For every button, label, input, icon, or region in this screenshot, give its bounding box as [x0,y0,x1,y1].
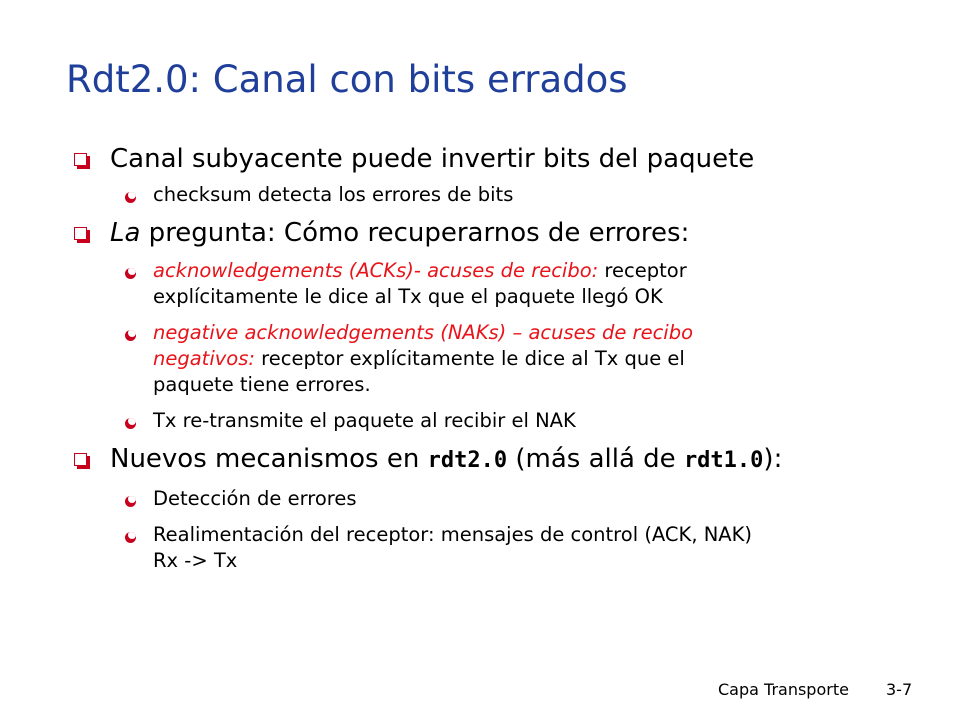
subbullet-acks [70,258,930,310]
circle-bullet-icon [125,496,136,507]
naks-term-line-2: negativos: [153,347,255,370]
circle-bullet-icon [125,418,136,429]
circle-bullet-icon [125,268,136,279]
square-bullet-icon [74,227,87,240]
circle-bullet-icon [125,330,136,341]
footer-section: Capa Transporte [718,680,849,699]
bullet-mecanismos [70,442,930,478]
realimentacion-line-2: Rx -> Tx [153,549,238,572]
bullet-canal [70,142,930,176]
code-rdt10: rdt1.0 [683,448,764,473]
subbullet-realimentacion [70,522,930,574]
subbullet-deteccion [70,486,930,512]
square-bullet-icon [74,153,87,166]
subbullet-retransmite [70,408,930,434]
acks-term: acknowledgements (ACKs)- acuses de recibo: [153,259,599,282]
acks-line-1 [153,258,930,284]
subbullet-text: checksum detecta los errores de bits [153,183,514,206]
subbullet-text: Tx re-transmite el paquete al recibir el NAK [153,409,576,432]
slide-title: Rdt2.0: Canal con bits errados [66,58,628,101]
bullet-pregunta [70,216,930,250]
bullet-italic-text: La [110,218,141,248]
acks-text: receptor [598,259,687,282]
bullet-text-post: ): [763,444,783,474]
naks-term-line-1: negative acknowledgements (NAKs) – acuses de recibo [153,321,694,344]
naks-text: receptor explícitamente le dice al Tx que el [254,347,685,370]
subbullet-naks [70,320,930,398]
circle-bullet-icon [125,532,136,543]
square-bullet-icon [74,453,87,466]
acks-line-2: explícitamente le dice al Tx que el paquete llegó OK [153,285,663,308]
subbullet-checksum [70,182,930,208]
bullet-text: Canal subyacente puede invertir bits del paquete [110,144,755,174]
circle-bullet-icon [125,192,136,203]
slide-content [70,142,930,574]
subbullet-text: Detección de errores [153,487,357,510]
bullet-text-mid: (más allá de [507,444,684,474]
bullet-text: pregunta: Cómo recuperarnos de errores: [140,218,690,248]
bullet-text-pre: Nuevos mecanismos en [110,444,428,474]
naks-line-3: paquete tiene errores. [153,373,371,396]
code-rdt20: rdt2.0 [427,448,508,473]
naks-line-2 [153,346,930,372]
footer-page-number: 3-7 [886,680,913,699]
realimentacion-line-1: Realimentación del receptor: mensajes de control (ACK, NAK) [153,523,753,546]
